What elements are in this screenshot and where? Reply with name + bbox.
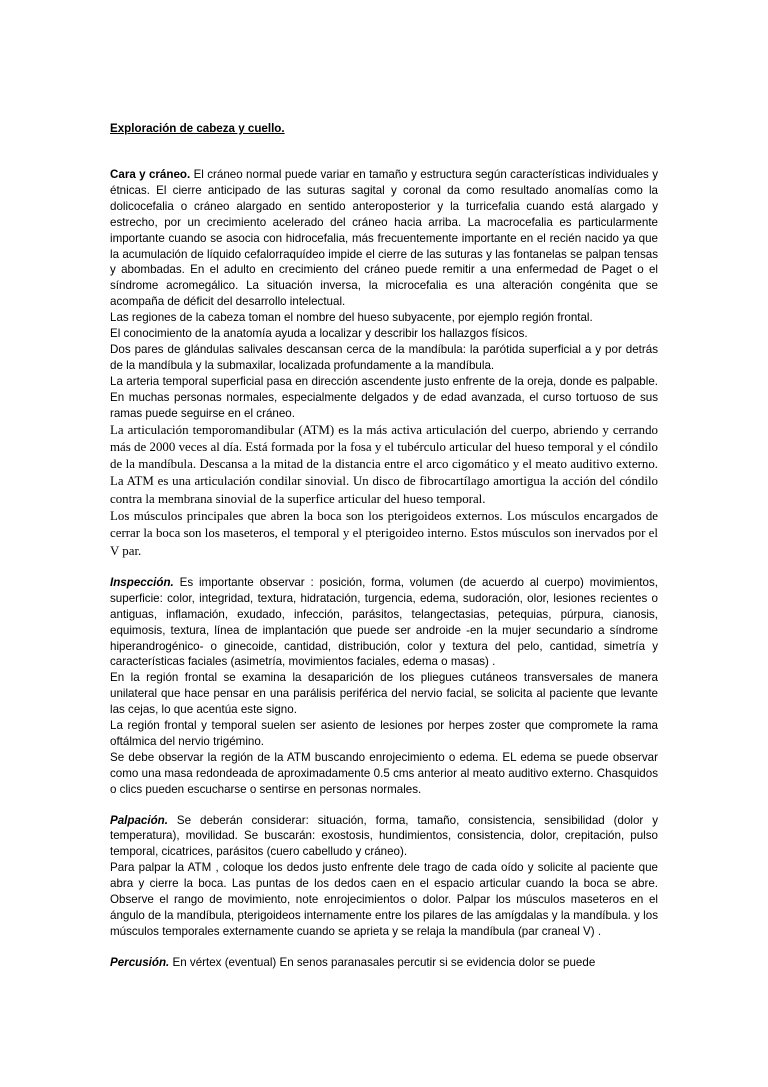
- spacer: [110, 798, 658, 813]
- paragraph-musculos: Los músculos principales que abren la boca son los pterigoideos externos. Los músculos encargados de cerrar la boca son los maseteros, el temporal y el pterigoideo interno. Estos músculos son inervados por el V par.: [110, 508, 658, 558]
- paragraph-text: El cráneo normal puede variar en tamaño y estructura según características individuales y étnicas. El cierre anticipado de las suturas sagital y coronal da como resultado anomalías como la dolicocefalia o cráneo alargado en sentido anteroposterior y la turricefalia cuando está alargado y estrecho, por un crecimiento acelerado del cráneo hacia arriba. La macrocefalia es particularmente importante cuando se asocia con hidrocefalia, más frecuentemente importante en el recién nacido ya que la acumulación de líquido cefalorraquídeo impide el cierre de las suturas y las fontanelas se palpan tensas y abombadas. En el adulto en crecimiento del cráneo puede remitir a una enfermedad de Paget o el síndrome acromegálico. La situación inversa, la microcefalia es una alteración congénita que se acompaña de déficit del desarrollo intelectual.: [110, 168, 658, 309]
- paragraph-inspeccion: [110, 575, 658, 670]
- paragraph-atm-edema: Se debe observar la región de la ATM buscando enrojecimiento o edema. EL edema se puede observar como una masa redondeada de aproximadamente 0.5 cms anterior al meato auditivo externo. Chasquidos o clics pueden escucharse o sentirse en personas normales.: [110, 750, 658, 796]
- paragraph-arteria-temporal: La arteria temporal superficial pasa en dirección ascendente justo enfrente de la oreja, donde es palpable. En muchas personas normales, especialmente delgados y de edad avanzada, el curso tortuoso de sus ramas puede seguirse en el cráneo.: [110, 374, 658, 420]
- paragraph-region-frontal: En la región frontal se examina la desaparición de los pliegues cutáneos transversales de manera unilateral que hace pensar en una parálisis periférica del nervio facial, se solicita al paciente que levante las cejas, lo que acentúa este signo.: [110, 671, 658, 717]
- paragraph-text: Se deberán considerar: situación, forma, tamaño, consistencia, sensibilidad (dolor y temperatura), movilidad. Se buscarán: exostosis, hundimientos, consistencia, dolor, crepitación, pulso temporal, cicatrices, parásitos (cuero cabelludo y cráneo).: [110, 813, 658, 859]
- paragraph-atm: La articulación temporomandibular (ATM) es la más activa articulación del cuerpo, abriendo y cerrando más de 2000 veces al día. Está formada por la fosa y el tubérculo articular del hueso temporal y el cóndilo de la mandíbula. Descansa a la mitad de la distancia entre el arco cigomático y el meato auditivo externo. La ATM es una articulación condilar sinovial. Un disco de fibrocartílago amortigua la acción del cóndilo contra la membrana sinovial de la superfice articular del hueso temporal.: [110, 422, 658, 506]
- paragraph-regiones: Las regiones de la cabeza toman el nombre del hueso subyacente, por ejemplo región frontal.: [110, 311, 593, 325]
- spacer: [110, 940, 658, 955]
- section-heading-inspeccion: Inspección.: [110, 575, 174, 589]
- section-heading-cara-craneo: Cara y cráneo.: [110, 168, 191, 181]
- section-heading-palpacion: Palpación.: [110, 813, 168, 827]
- document-page: [110, 121, 658, 971]
- paragraph-percusion: [110, 955, 658, 971]
- paragraph-palpar-atm: Para palpar la ATM , coloque los dedos justo enfrente dele trago de cada oído y solicite al paciente que abra y cierre la boca. Las puntas de los dedos caen en el espacio articular cuando la boca se abre. Observe el rango de movimiento, note enrojecimientos o dolor. Palpar los músculos maseteros en el ángulo de la mandíbula, pterigoideos internamente entre los pilares de las amígdalas y la mandíbula. y los músculos temporales externamente cuando se aprieta y se relaja la mandíbula (par craneal V) .: [110, 861, 658, 938]
- paragraph-herpes-zoster: La región frontal y temporal suelen ser asiento de lesiones por herpes zoster que compromete la rama oftálmica del nervio trigémino.: [110, 719, 658, 748]
- paragraph-anatomia: El conocimiento de la anatomía ayuda a localizar y describir los hallazgos físicos.: [110, 327, 528, 341]
- document-title: Exploración de cabeza y cuello.: [110, 122, 285, 135]
- paragraph-text: En vértex (eventual) En senos paranasales percutir si se evidencia dolor se puede: [169, 955, 596, 969]
- paragraph-glandulas: Dos pares de glándulas salivales descansan cerca de la mandíbula: la parótida superficial a y por detrás de la mandíbula y la submaxilar, localizada profundamente a la mandíbula.: [110, 342, 658, 372]
- spacer: [110, 560, 658, 575]
- paragraph-text: Es importante observar : posición, forma, volumen (de acuerdo al cuerpo) movimientos, superficie: color, integridad, textura, hidratación, turgencia, edema, sudoración, olor, lesiones recientes o antiguas, inflamación, exudado, infección, parásitos, telangectasias, petequias, púrpura, cianosis, equimosis, textura, línea de implantación que puede ser androide -en la mujer secundario a síndrome hiperandrogénico- o ginecoide, cantidad, distribución, color y textura del pelo, cantidad, simetría y características faciales (asimetría, movimientos faciales, edema o masas) .: [110, 575, 658, 669]
- spacer: [110, 137, 658, 167]
- paragraph-palpacion: [110, 813, 658, 861]
- paragraph-cara-craneo: [110, 167, 658, 310]
- section-heading-percusion: Percusión.: [110, 955, 170, 969]
